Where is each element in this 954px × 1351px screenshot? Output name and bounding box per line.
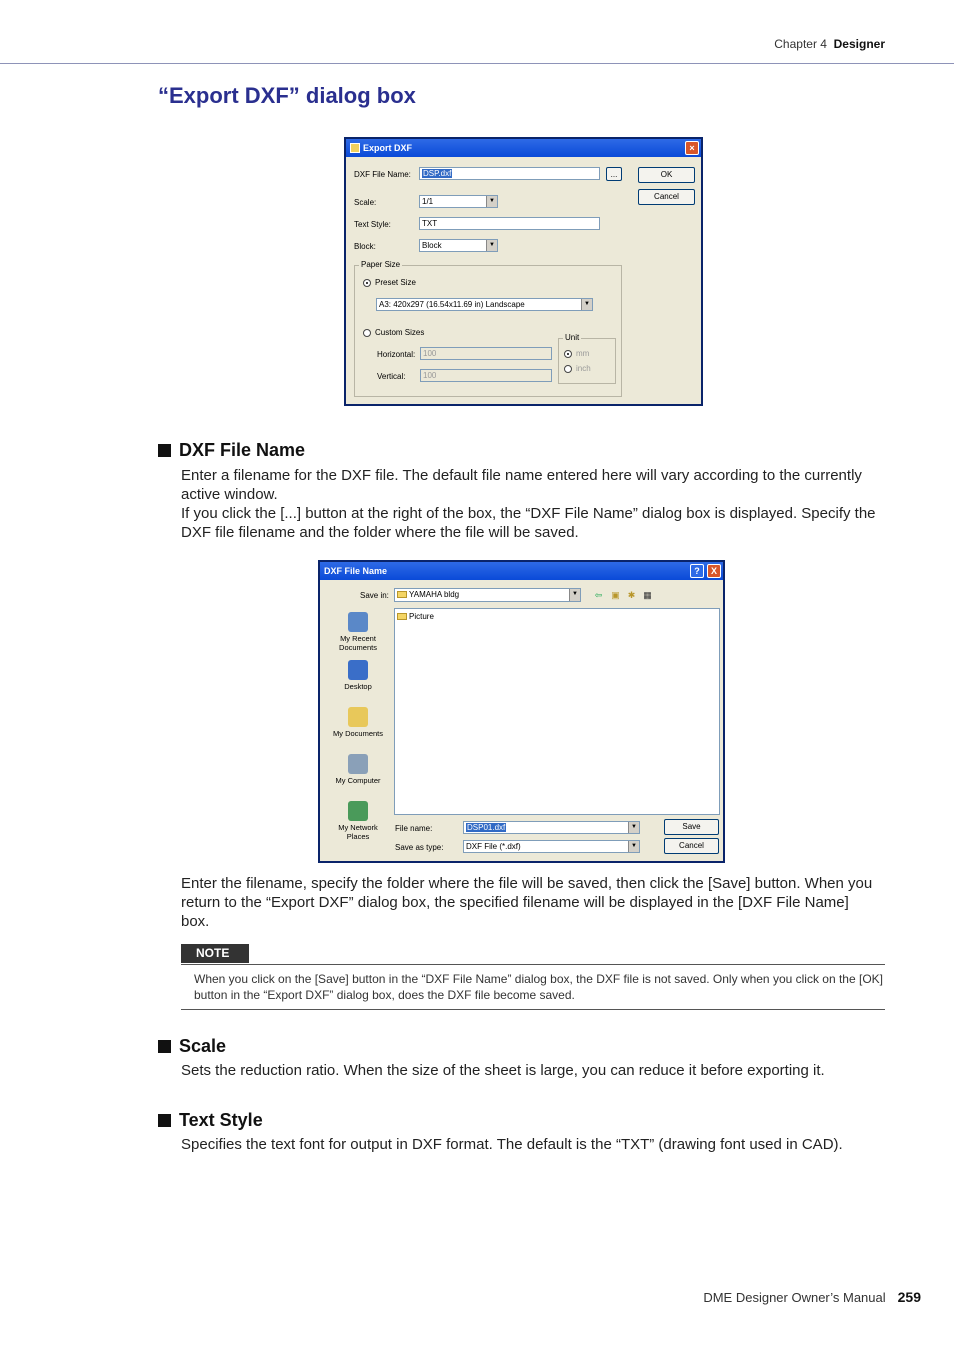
save-as-type-label: Save as type:	[395, 843, 444, 852]
place-my-documents[interactable]	[330, 707, 386, 738]
close-icon[interactable]: X	[707, 564, 721, 578]
save-in-select[interactable]	[394, 588, 581, 602]
horizontal-label: Horizontal:	[377, 350, 416, 359]
folder-icon	[397, 613, 407, 620]
chevron-down-icon: ▼	[581, 299, 592, 310]
section-heading-scale	[158, 1036, 226, 1057]
unit-inch-label: inch	[576, 364, 591, 373]
manual-name: DME Designer Owner’s Manual	[703, 1290, 886, 1305]
unit-mm-radio[interactable]	[564, 350, 572, 358]
unit-mm-label: mm	[576, 349, 590, 358]
custom-sizes-label: Custom Sizes	[375, 328, 425, 337]
close-icon[interactable]: ×	[685, 141, 699, 155]
scale-value: 1/1	[422, 197, 434, 206]
paragraph: Enter a filename for the DXF file. The default file name entered here will vary according to the currently active window.	[181, 467, 862, 503]
vertical-field[interactable]	[420, 369, 552, 382]
dxf-file-name-label: DXF File Name:	[354, 170, 411, 179]
chevron-down-icon: ▼	[628, 822, 639, 833]
new-folder-icon[interactable]: ✱	[627, 590, 636, 600]
paragraph: If you click the [...] button at the right of the box, the “DXF File Name” dialog box is displayed. Specify the DXF file filename and the folder where the file will be saved.	[181, 505, 876, 541]
list-item[interactable]	[397, 612, 434, 621]
preset-size-value: A3: 420x297 (16.54x11.69 in) Landscape	[379, 300, 525, 309]
chapter-name: Designer	[833, 37, 885, 51]
unit-group	[558, 333, 616, 384]
paragraph: Enter the filename, specify the folder where the file will be saved, then click the [Save] button. When you return to the “Export DXF” dialog box, the specified filename will be displayed in the [DXF File Name] box.	[181, 875, 873, 930]
scale-label: Scale:	[354, 198, 377, 207]
place-my-computer[interactable]	[330, 754, 386, 785]
note-text: When you click on the [Save] button in the “DXF File Name” dialog box, the DXF file is not saved. Only when you click on the [OK] button in the “Export DXF” dialog box, does the DXF file become saved.	[194, 972, 883, 1002]
vertical-value: 100	[423, 371, 437, 380]
desktop-icon	[348, 660, 368, 680]
page-number: 259	[897, 1289, 921, 1305]
recent-documents-icon	[348, 612, 368, 632]
page-footer	[703, 1289, 921, 1305]
vertical-label: Vertical:	[377, 372, 406, 381]
dxf-file-name-dialog	[318, 560, 725, 863]
chapter-header	[774, 37, 885, 51]
save-dialog-description	[181, 874, 881, 931]
place-label: My Recent Documents	[339, 634, 377, 652]
place-label: My Documents	[332, 729, 383, 738]
chevron-down-icon: ▼	[569, 589, 580, 601]
text-style-label: Text Style:	[354, 220, 391, 229]
block-label: Block:	[354, 242, 376, 251]
block-value: Block	[422, 241, 442, 250]
note-rule-top	[181, 964, 885, 965]
paper-size-title: Paper Size	[361, 260, 401, 269]
dxf-file-name-value: DSP.dxf	[423, 169, 452, 178]
page-title: “Export DXF” dialog box	[158, 83, 416, 108]
save-in-label: Save in:	[360, 591, 389, 600]
my-documents-icon	[348, 707, 368, 727]
square-bullet-icon	[158, 1114, 171, 1127]
chevron-down-icon: ▼	[628, 841, 639, 852]
paper-size-group	[354, 260, 622, 397]
custom-sizes-radio[interactable]	[363, 329, 371, 337]
save-as-type-value: DXF File (*.dxf)	[466, 842, 521, 851]
dxf-file-name-field[interactable]	[419, 167, 600, 180]
save-in-value: YAMAHA bldg	[409, 590, 460, 599]
section-heading-text: Text Style	[179, 1110, 263, 1130]
unit-inch-radio[interactable]	[564, 365, 572, 373]
place-my-recent-documents[interactable]	[330, 612, 386, 652]
horizontal-field[interactable]	[420, 347, 552, 360]
my-computer-icon	[348, 754, 368, 774]
chevron-down-icon: ▼	[486, 240, 497, 251]
back-arrow-icon[interactable]: ⇦	[594, 590, 603, 600]
place-label: My Network Places	[338, 823, 378, 841]
browse-button[interactable]: ...	[606, 167, 622, 181]
horizontal-value: 100	[423, 349, 437, 358]
help-icon[interactable]: ?	[690, 564, 704, 578]
place-label: Desktop	[344, 682, 372, 691]
preset-size-radio[interactable]	[363, 279, 371, 287]
save-button[interactable]: Save	[664, 819, 719, 835]
cancel-button[interactable]: Cancel	[664, 838, 719, 854]
place-label: My Computer	[335, 776, 381, 785]
place-desktop[interactable]	[330, 660, 386, 691]
places-bar	[328, 608, 388, 848]
file-name-value: DSP01.dxf	[467, 823, 506, 832]
folder-icon	[397, 591, 407, 598]
section-heading-dxf-file-name	[158, 440, 305, 461]
unit-title: Unit	[565, 333, 580, 342]
view-menu-icon[interactable]: ▦	[643, 590, 652, 600]
section-heading-text: Scale	[179, 1036, 227, 1056]
app-icon	[350, 143, 360, 153]
scale-description: Sets the reduction ratio. When the size of the sheet is large, you can reduce it before exporting it.	[181, 1062, 825, 1079]
file-name-label: File name:	[395, 824, 433, 833]
network-places-icon	[348, 801, 368, 821]
save-as-type-select[interactable]	[463, 840, 640, 853]
note-rule-bottom	[181, 1009, 885, 1010]
dxf-file-name-description	[181, 466, 881, 542]
dxf-file-name-title: DXF File Name	[324, 566, 388, 576]
text-style-field[interactable]	[419, 217, 600, 230]
export-dxf-titlebar	[346, 139, 701, 157]
place-my-network-places[interactable]	[330, 801, 386, 841]
dxf-file-name-titlebar	[320, 562, 723, 580]
ok-button[interactable]: OK	[638, 167, 695, 183]
section-heading-text: DXF File Name	[179, 440, 306, 460]
header-rule	[0, 63, 954, 64]
preset-size-label: Preset Size	[375, 278, 416, 287]
text-style-description: Specifies the text font for output in DXF format. The default is the “TXT” (drawing font used in CAD).	[181, 1136, 843, 1153]
cancel-button[interactable]: Cancel	[638, 189, 695, 205]
section-heading-text-style	[158, 1110, 263, 1131]
note-tag: NOTE	[181, 944, 249, 963]
file-list[interactable]	[394, 608, 720, 815]
chevron-down-icon: ▼	[486, 196, 497, 207]
file-name-combo[interactable]	[463, 821, 640, 834]
block-select[interactable]	[419, 239, 498, 252]
scale-select[interactable]	[419, 195, 498, 208]
chapter-label: Chapter 4	[774, 37, 827, 51]
text-style-value: TXT	[422, 219, 438, 228]
preset-size-select[interactable]	[376, 298, 593, 311]
export-dxf-dialog	[344, 137, 703, 406]
up-folder-icon[interactable]: ▣	[611, 590, 620, 600]
export-dxf-title: Export DXF	[363, 143, 413, 153]
square-bullet-icon	[158, 1040, 171, 1053]
square-bullet-icon	[158, 444, 171, 457]
file-name-text: Picture	[409, 612, 434, 621]
